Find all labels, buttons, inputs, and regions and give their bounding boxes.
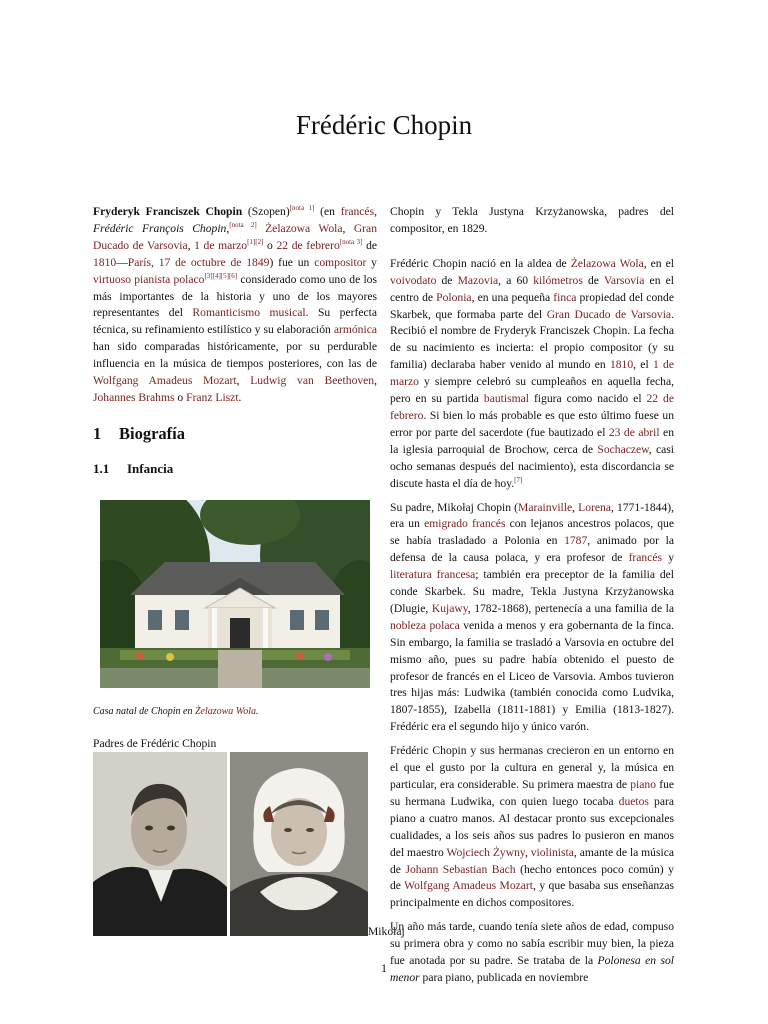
parents-figure-title: Padres de Frédéric Chopin: [93, 737, 217, 750]
reference[interactable]: [1][2]: [247, 237, 264, 246]
subsection-number: 1.1: [93, 461, 110, 476]
link-mozart[interactable]: Wolfgang Amadeus Mozart: [404, 879, 534, 893]
link-varsovia[interactable]: Varsovia: [603, 273, 645, 287]
link-22-febrero[interactable]: 22 de febrero: [276, 238, 340, 252]
link-literatura-francesa[interactable]: literatura francesa: [390, 568, 476, 582]
link-virtuoso[interactable]: virtuoso pianista polaco: [93, 272, 205, 286]
link-brahms[interactable]: Johannes Brahms: [93, 390, 175, 404]
section-number: 1: [93, 424, 102, 443]
link-1-marzo[interactable]: 1 de marzo: [390, 358, 674, 389]
link-duetos[interactable]: duetos: [618, 794, 649, 808]
link-nobleza-polaca[interactable]: nobleza polaca: [390, 618, 460, 632]
mother-portrait: [230, 752, 368, 936]
link-1810[interactable]: 1810: [93, 255, 117, 269]
father-label: Mikołaj: [368, 925, 405, 938]
paragraph-education: Frédéric Chopin y sus hermanas crecieron en un entorno en el que el gusto por la cultura en general y, la música en particular, era considerable. Su primera maestra de piano fue su hermana Ludwika, con quien luego tocaba duetos para piano a cuatro manos. Al destacar pronto sus excepcionales cualidades, a los seis años sus padres lo pusieron en manos del maestro Wojciech Żywny, violinista, amante de la música de Johann Sebastian Bach (hecho entonces poco común) y de Wolfgang Amadeus Mozart, y que basaba sus enseñanzas principalmente en dichos compositores.: [390, 744, 675, 910]
parents-caption-text: Chopin y Tekla Justyna Krzyżanowska, padres del compositor, en 1829.: [390, 205, 674, 235]
link-zelazowa-wola[interactable]: Żelazowa Wola: [265, 221, 343, 235]
link-romanticismo[interactable]: Romanticismo musical: [192, 306, 306, 320]
intro-paragraph: Fryderyk Franciszek Chopin (Szopen)[nota 1] (en francés, Frédéric François Chopin,[nota 2] Żelazowa Wola, Gran Ducado de Varsovia, 1 de marzo[1][2] o 22 de febrero[nota 3] de 1810—París, 17 de octubre de 1849) fue un compositor y virtuoso pianista polaco[3][4][5][6] considerado como uno de los más importantes de la historia y uno de los mayores representantes del Romanticismo musical. Su perfecta técnica, su refinamiento estilístico y su elaboración armónica han sido comparadas históricamente, por su perdurable influencia en la música de tiempos posteriores, con las de Wolfgang Amadeus Mozart, Ludwig van Beethoven, Johannes Brahms o Franz Liszt.: [93, 204, 378, 404]
link-liszt[interactable]: Franz Liszt: [186, 390, 239, 404]
subject-name: Fryderyk Franciszek Chopin: [93, 205, 243, 218]
link-voivodato[interactable]: voivodato: [390, 273, 437, 287]
link-sochaczew[interactable]: Sochaczew: [597, 442, 649, 456]
link-gran-ducado[interactable]: Gran Ducado de Varsovia: [93, 221, 377, 252]
link-bach[interactable]: Johann Sebastian Bach: [405, 862, 516, 876]
link-marainville[interactable]: Marainville: [518, 500, 573, 514]
link-mozart[interactable]: Wolfgang Amadeus Mozart: [93, 374, 237, 388]
link-violinista[interactable]: violinista: [530, 845, 574, 859]
link-frances[interactable]: francés: [340, 205, 375, 218]
link-bautismal[interactable]: bautismal: [483, 392, 529, 406]
page-number: 1: [381, 961, 387, 975]
right-column: [390, 204, 674, 987]
subsection-heading-infancia: [93, 461, 173, 477]
link-1810[interactable]: 1810: [609, 358, 634, 372]
french-name: Frédéric François Chopin: [93, 221, 227, 235]
link-armonica[interactable]: armónica: [333, 323, 377, 337]
paragraph-first-work: Un año más tarde, cuando tenía siete años de edad, compuso su primera obra y como no sabía escribir muy bien, la pieza fue anotada por su padre. Se trataba de la Polonesa en sol menor para piano, publicada en noviembre: [390, 920, 675, 984]
note-ref[interactable]: [nota 2]: [229, 221, 257, 230]
page-title: Frédéric Chopin: [295, 110, 473, 140]
link-zelazowa-wola[interactable]: Żelazowa Wola: [570, 256, 644, 270]
reference[interactable]: [7]: [514, 475, 523, 484]
link-paris-death[interactable]: París, 17 de octubre de 1849: [127, 255, 270, 269]
link-polonia[interactable]: Polonia: [436, 290, 472, 304]
link-1-marzo[interactable]: 1 de marzo: [194, 238, 248, 252]
link-piano[interactable]: piano: [630, 778, 656, 791]
birthplace-photo: [100, 500, 370, 688]
link-lorena[interactable]: Lorena: [578, 500, 611, 514]
father-portrait: [93, 752, 227, 936]
link-beethoven[interactable]: Ludwig van Beethoven: [250, 374, 375, 388]
section-title: Biografía: [119, 424, 185, 443]
photo-caption: Casa natal de Chopin en Żelazowa Wola.: [93, 706, 259, 717]
paragraph-birth: Frédéric Chopin nació en la aldea de Żelazowa Wola, en el voivodato de Mazovia, a 60 kilómetros de Varsovia en el centro de Polonia, en una pequeña finca propiedad del conde Skarbek, que formaba parte del Gran Ducado de Varsovia. Recibió el nombre de Fryderyk Franciszek Chopin. La fecha de su nacimiento es incierta: el propio compositor (y su familia) declaraba haber venido al mundo en 1810, el 1 de marzo y siempre celebró su cumpleaños en aquella fecha, pero en su partida bautismal figura como nacido el 22 de febrero. Si bien lo más probable es que esto último fuese un error por parte del sacerdote (fue bautizado el 23 de abril en la iglesia parroquial de Brochow, cerca de Sochaczew, casi ocho semanas después del nacimiento), esta discordancia se discute hasta el día de hoy.[7]: [390, 256, 675, 490]
link-kilometros[interactable]: kilómetros: [533, 273, 583, 287]
subsection-title: Infancia: [127, 461, 174, 476]
link-wojciech-zywny[interactable]: Wojciech Żywny: [446, 845, 525, 859]
link-1787[interactable]: 1787: [564, 534, 588, 548]
link-gran-ducado[interactable]: Gran Ducado de Varsovia: [546, 307, 672, 321]
reference[interactable]: [3][4][5][6]: [204, 271, 238, 280]
section-heading-biografia: [93, 424, 185, 444]
link-22-febrero[interactable]: 22 de febrero: [390, 392, 674, 422]
link-finca[interactable]: finca: [553, 290, 577, 304]
work-title: Polonesa en sol menor: [390, 954, 675, 984]
paragraph-parents: Su padre, Mikołaj Chopin (Marainville, Lorena, 1771-1844), era un emigrado francés con lejanos ancestros polacos, que se había trasladado a Polonia en 1787, animado por la defensa de la causa polaca, y era profesor de francés y literatura francesa; también era preceptor de la familia del conde Skarbek. Su madre, Tekla Justyna Krzyżanowska (Dlugie, Kujawy, 1782-1868), pertenecía a una familia de la nobleza polaca venida a menos y era gobernanta de la finca. Sin embargo, la familia se trasladó a Varsovia en octubre del mismo año, pues su padre había obtenido el puesto de profesor de francés en el Liceo de Varsovia. Ambos tuvieron tres hijas más: Ludwika (también conocida como Ludvika, 1807-1855), Izabella (1811-1881) y Emilia (1813-1827). Frédéric era el segundo hijo y único varón.: [390, 500, 675, 734]
link-frances[interactable]: francés: [628, 551, 663, 565]
link-kujawy[interactable]: Kujawy: [431, 601, 468, 615]
link-compositor[interactable]: compositor: [314, 255, 367, 269]
link-mazovia[interactable]: Mazovia: [457, 273, 499, 287]
link-23-abril[interactable]: 23 de abril: [608, 425, 660, 439]
caption-link-zelazowa-wola[interactable]: Żelazowa Wola: [194, 706, 256, 717]
link-emigrado-frances[interactable]: emigrado francés: [424, 517, 506, 531]
note-ref[interactable]: [nota 1]: [289, 204, 315, 213]
note-ref[interactable]: [nota 3]: [339, 237, 363, 246]
